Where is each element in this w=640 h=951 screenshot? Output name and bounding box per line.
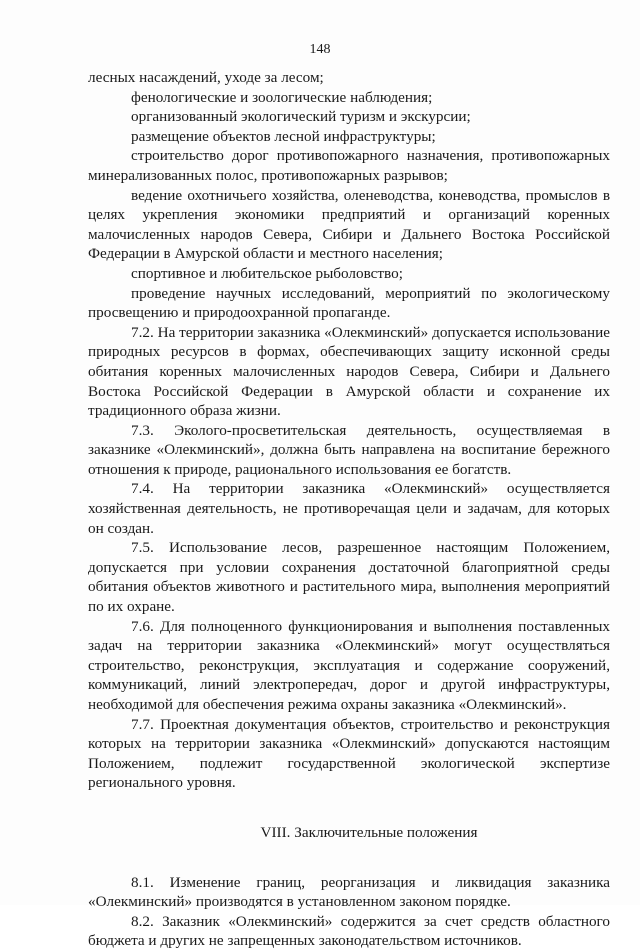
list-item-forest-infrastructure: размещение объектов лесной инфраструктуры; bbox=[131, 127, 436, 145]
document-body bbox=[88, 68, 610, 951]
clause-7-2: 7.2. На территории заказника «Олекминский» допускается использование природных ресурсов в формах, обеспечивающих защиту исконной среды обитания коренных малочисленных народов Севера, Сибири и Дальнего Востока Российской Федерации в Амурской области и сохранение их традиционного образа жизни. bbox=[88, 323, 610, 420]
page-number: 148 bbox=[309, 42, 331, 57]
clause-8-2: 8.2. Заказник «Олекминский» содержится за счет средств областного бюджета и других не запрещенных законодательством источников. bbox=[88, 912, 610, 950]
clause-7-7: 7.7. Проектная документация объектов, строительство и реконструкция которых на территории заказника «Олекминский» допускаются настоящим Положением, подлежит государственной экологической экспертизе регионального уровня. bbox=[88, 715, 610, 792]
section-heading: VIII. Заключительные положения bbox=[260, 823, 478, 841]
list-item-hunting: ведение охотничьего хозяйства, оленеводства, коневодства, промыслов в целях укрепления экономики предприятий и организаций коренных малочисленных народов Севера, Сибири и Дальнего Востока Российской Федерации в Амурской области и местного населения; bbox=[88, 186, 610, 263]
clause-7-6: 7.6. Для полноценного функционирования и выполнения поставленных задач на территории заказника «Олекминский» могут осуществляться строительство, реконструкция, эксплуатация и содержание сооружений, коммуникаций, линий электропередач, дорог и другой инфраструктуры, необходимой для обеспечения режима охраны заказника «Олекминский». bbox=[88, 617, 610, 713]
list-item-tourism: организованный экологический туризм и экскурсии; bbox=[131, 108, 471, 126]
list-item-phenological: фенологические и зоологические наблюдения; bbox=[131, 88, 433, 106]
clause-7-5: 7.5. Использование лесов, разрешенное настоящим Положением, допускается при условии сохранения достаточной благоприятной среды обитания объектов животного и растительного мира, выполнения мероприятий по их охране. bbox=[88, 539, 610, 616]
list-item-fishing: спортивное и любительское рыболовство; bbox=[131, 264, 403, 282]
paragraph-continuation: лесных насаждений, уходе за лесом; bbox=[88, 69, 324, 86]
list-item-fire-roads: строительство дорог противопожарного назначения, противопожарных минерализованных полос, противопожарных разрывов; bbox=[88, 147, 610, 184]
list-item-research: проведение научных исследований, мероприятий по экологическому просвещению и природоохранной пропаганде. bbox=[88, 284, 610, 322]
clause-7-3: 7.3. Эколого-просветительская деятельность, осуществляемая в заказнике «Олекминский», должна быть направлена на воспитание бережного отношения к природе, рационального использования ее богатств. bbox=[88, 421, 610, 478]
clause-7-4: 7.4. На территории заказника «Олекминский» осуществляется хозяйственная деятельность, не противоречащая цели и задачам, для которых он создан. bbox=[88, 480, 610, 537]
clause-8-1: 8.1. Изменение границ, реорганизация и ликвидация заказника «Олекминский» производятся в установленном законом порядке. bbox=[88, 873, 610, 911]
